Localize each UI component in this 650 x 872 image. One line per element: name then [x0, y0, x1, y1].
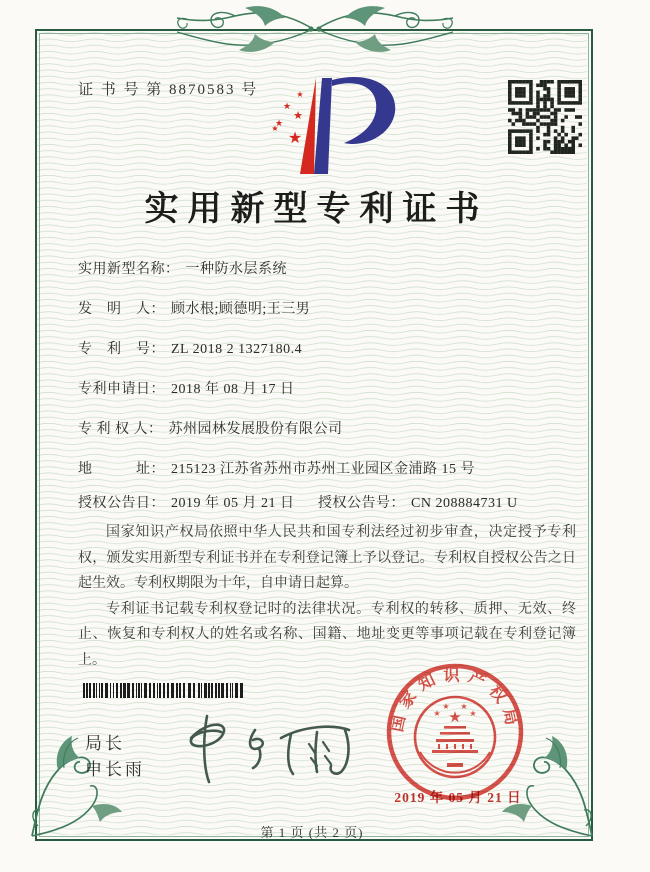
grant-date: 授权公告日： 2019 年 05 月 21 日: [78, 496, 295, 511]
svg-text:★: ★: [442, 702, 450, 711]
national-emblem-icon: [415, 697, 495, 777]
qr-code: [508, 80, 582, 154]
grant-number: 授权公告号： CN 208884731 U: [318, 496, 518, 511]
barcode: [83, 683, 249, 699]
legal-paragraph: 专利证书记载专利权登记时的法律状况。专利权的转移、质押、无效、终止、恢复和专利权人的姓名或名称、国籍、地址变更等事项记载在专利登记簿上。: [78, 601, 576, 668]
signer-block: [85, 731, 145, 783]
svg-text:★: ★: [469, 709, 477, 718]
grant-row: [78, 492, 578, 512]
svg-text:★: ★: [282, 101, 292, 111]
certificate-title: 实用新型专利证书: [144, 191, 489, 228]
field-row-inventor: [78, 298, 578, 338]
field-value: 2018 年 08 月 17 日: [171, 382, 295, 397]
field-label: 专 利 号：: [78, 342, 165, 357]
signer-role: 局长: [85, 734, 125, 753]
svg-text:★: ★: [274, 118, 284, 128]
field-value: 一种防水层系统: [185, 262, 287, 277]
field-row-name: [78, 258, 578, 298]
legal-text: [78, 520, 576, 673]
legal-paragraph: 国家知识产权局依照中华人民共和国专利法经过初步审查，决定授予专利权，颁发实用新型专利证书并在专利登记簿上予以登记。专利权自授权公告之日起生效。专利权期限为十年，自申请日起算。: [78, 525, 576, 591]
field-label: 专 利 权 人：: [78, 422, 163, 437]
top-ornament-icon: [174, 2, 456, 57]
field-row-patent-no: [78, 338, 578, 378]
cnipa-logo-icon: [248, 70, 418, 182]
signer-name: 申长雨: [85, 760, 145, 779]
field-label: 实用新型名称：: [78, 262, 180, 277]
svg-text:★: ★: [271, 124, 279, 133]
svg-text:★: ★: [433, 709, 441, 718]
field-label: 专利申请日：: [78, 382, 165, 397]
certificate-number: 证 书 号 第 8870583 号: [78, 82, 259, 98]
field-value: 苏州园林发展股份有限公司: [168, 422, 343, 437]
field-row-filing-date: [78, 378, 578, 418]
field-row-patentee: [78, 418, 578, 458]
field-list: [78, 258, 578, 498]
field-value: 顾水根;顾德明;王三男: [171, 302, 311, 317]
seal-date: 2019 年 05 月 21 日: [394, 790, 522, 805]
svg-text:★: ★: [287, 130, 303, 147]
director-signature-icon: [163, 708, 358, 790]
field-label: 发 明 人：: [78, 302, 165, 317]
svg-text:★: ★: [293, 110, 303, 122]
seal-org-text: 国家知识产权局: [387, 665, 523, 734]
field-value: ZL 2018 2 1327180.4: [171, 342, 303, 357]
svg-text:★: ★: [296, 90, 304, 99]
field-label: 地 址：: [78, 462, 165, 477]
field-value: 215123 江苏省苏州市苏州工业园区金浦路 15 号: [171, 462, 475, 477]
page-footer: 第 1 页 (共 2 页): [260, 825, 364, 840]
svg-text:★: ★: [448, 710, 462, 726]
svg-text:★: ★: [460, 702, 468, 711]
